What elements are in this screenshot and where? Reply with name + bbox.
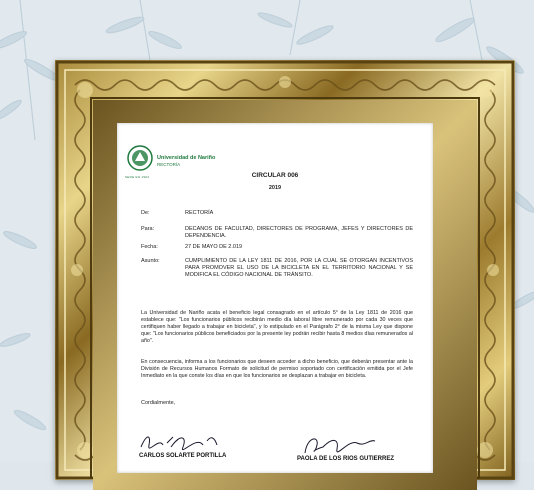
body-paragraph-2: En consecuencia, informa a los funcionarios que deseen acceder a dicho beneficio, que deberán presentar ante la División de Recursos Humanos Formato de solicitud de permiso soportado con certificación emitida por el Jefe Inmediato en la que conste los días en que los funcionarios se desplazan a trabajar en bicicleta. (141, 359, 413, 379)
field-label-from: De: (141, 210, 150, 216)
document-page (117, 123, 433, 473)
signature-2 (299, 433, 379, 457)
field-value-to: DECANOS DE FACULTAD, DIRECTORES DE PROGRAMA, JEFES Y DIRECTORES DE DEPENDENCIA. (185, 226, 413, 239)
university-seal-icon (127, 145, 153, 171)
document-year: 2019 (268, 185, 282, 191)
field-label-subject: Asunto: (141, 258, 160, 264)
logo-caption: SEDE EN 1904 (125, 175, 150, 179)
field-value-from: RECTORÍA (185, 210, 214, 216)
signature-1 (137, 431, 227, 453)
signer-name-2: PAOLA DE LOS RIOS GUTIERREZ (297, 456, 395, 462)
field-value-subject: CUMPLIMIENTO DE LA LEY 1811 DE 2016, POR LA CUAL SE OTORGAN INCENTIVOS PARA PROMOVER EL USO DE LA BICICLETA EN EL TERRITORIO NACIONAL Y SE MODIFICA EL CÓDIGO NACIONAL DE TRÁNSITO. (185, 258, 413, 278)
signer-name-1: CARLOS SOLARTE PORTILLA (139, 453, 227, 459)
document-title: CIRCULAR 006 (251, 172, 299, 179)
field-value-date: 27 DE MAYO DE 2.019 (185, 244, 243, 250)
body-paragraph-1: La Universidad de Nariño acata el beneficio legal consagrado en el artículo 5° de la Ley 1811 de 2016 que establece que: "Los funcionarios públicos recibirán medio día laboral libre remunerado por cada 30 veces que certifiquen haber llegado a trabajar en bicicleta", y lo estipulado en el Parágrafo 2° de la misma Ley que dispone que: "Los funcionarios públicos beneficiados por la presente ley podrán recibir hasta 8 medios días remunerados al año". (141, 310, 413, 344)
closing-salutation: Cordialmente, (141, 400, 176, 406)
field-label-to: Para: (141, 226, 155, 232)
department-name: RECTORÍA (157, 162, 181, 167)
field-label-date: Fecha: (141, 244, 158, 250)
university-name: Universidad de Nariño (157, 155, 216, 161)
